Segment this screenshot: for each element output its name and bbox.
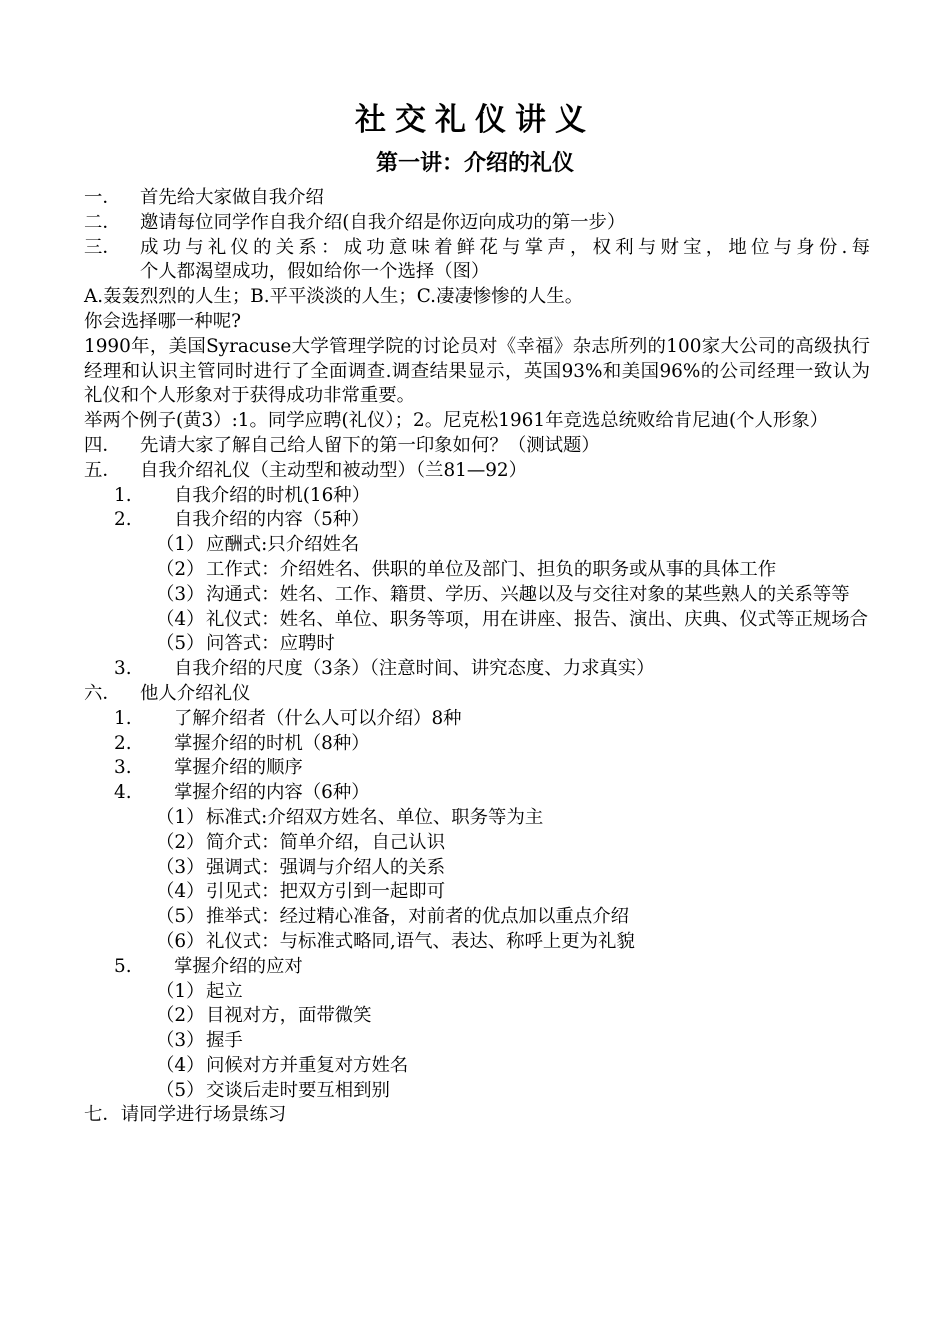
item-number: （1） xyxy=(156,806,205,828)
sub-list-item xyxy=(84,930,870,955)
section-text: 邀请每位同学作自我介绍(自我介绍是你迈向成功的第一步） xyxy=(140,211,626,233)
item-number: 1. xyxy=(114,484,132,506)
item-text: 引见式：把双方引到一起即可 xyxy=(206,881,446,903)
item-text: 问答式：应聘时 xyxy=(206,633,335,655)
item-number: （5） xyxy=(156,633,205,655)
item-text: 工作式：介绍姓名、供职的单位及部门、担负的职务或从事的具体工作 xyxy=(206,558,777,580)
item-text: 了解介绍者（什么人可以介绍）8种 xyxy=(174,707,462,729)
item-number: （3） xyxy=(156,856,205,878)
item-text: 掌握介绍的顺序 xyxy=(174,757,303,779)
section-number: 二． xyxy=(84,211,121,233)
item-number: （4） xyxy=(156,881,205,903)
sub-list-item xyxy=(84,533,870,558)
item-text: 简介式：简单介绍，自己认识 xyxy=(206,831,446,853)
sub-list-item xyxy=(84,1079,870,1104)
item-number: 1. xyxy=(114,707,132,729)
item-number: （4） xyxy=(156,608,205,630)
item-text: 掌握介绍的时机（8种） xyxy=(174,732,370,754)
list-item xyxy=(84,756,870,781)
item-number: （6） xyxy=(156,930,205,952)
section-text-line: 成功与礼仪的关系：成功意味着鲜花与掌声，权利与财宝，地位与身份.每 xyxy=(140,236,870,258)
item-text: 掌握介绍的应对 xyxy=(174,955,303,977)
section-3 xyxy=(84,236,870,286)
question-text: 你会选择哪一种呢? xyxy=(84,310,241,332)
list-item xyxy=(84,732,870,757)
item-text: 自我介绍的内容（5种） xyxy=(174,509,370,531)
choices-text: A.轰轰烈烈的人生；B.平平淡淡的人生；C.凄凄惨惨的人生。 xyxy=(84,286,584,308)
section-number: 四． xyxy=(84,434,121,456)
document-body xyxy=(84,186,870,1128)
item-text: 礼仪式：姓名、单位、职务等项，用在讲座、报告、演出、庆典、仪式等正规场合 xyxy=(206,608,869,630)
item-text: 沟通式：姓名、工作、籍贯、学历、兴趣以及与交往对象的某些熟人的关系等等 xyxy=(206,583,850,605)
sub-list-item xyxy=(84,831,870,856)
list-item xyxy=(84,955,870,980)
item-text: 起立 xyxy=(206,980,243,1002)
list-item xyxy=(84,657,870,682)
item-number: 2. xyxy=(114,732,132,754)
section-text-line: 个人都渴望成功，假如给你一个选择（图） xyxy=(140,261,490,283)
item-number: 5. xyxy=(114,955,132,977)
section-6 xyxy=(84,682,870,707)
sub-list-item xyxy=(84,558,870,583)
section-text: 他人介绍礼仪 xyxy=(140,682,251,704)
sub-list-item xyxy=(84,1029,870,1054)
sub-list-item xyxy=(84,583,870,608)
sub-list-item xyxy=(84,1054,870,1079)
examples-paragraph: 举两个例子(黄3）:1。同学应聘(礼仪）；2。尼克松1961年竞选总统败给肯尼迪(个人形象） xyxy=(84,410,829,432)
item-number: （2） xyxy=(156,1005,205,1027)
sub-list-item xyxy=(84,632,870,657)
item-text: 掌握介绍的内容（6种） xyxy=(174,782,370,804)
item-text: 自我介绍的尺度（3条）（注意时间、讲究态度、力求真实） xyxy=(174,658,655,680)
item-number: 3. xyxy=(114,658,132,680)
item-number: （2） xyxy=(156,558,205,580)
list-item xyxy=(84,484,870,509)
list-item xyxy=(84,707,870,732)
item-number: （5） xyxy=(156,906,205,928)
item-text: 推举式：经过精心准备，对前者的优点加以重点介绍 xyxy=(206,906,629,928)
survey-paragraph: 1990年，美国Syracuse大学管理学院的讨论员对《幸福》杂志所列的100家大公司的高级执行经理和认识主管同时进行了全面调查.调查结果显示，英国93%和美国96%的公司经理一致认为礼仪和个人形象对于获得成功非常重要。 xyxy=(84,335,870,407)
document-title: 社交礼仪讲义 xyxy=(355,102,595,138)
item-number: 3. xyxy=(114,757,132,779)
section-1 xyxy=(84,186,870,211)
sub-list-item xyxy=(84,880,870,905)
item-number: （5） xyxy=(156,1079,205,1101)
item-number: （1） xyxy=(156,980,205,1002)
item-text: 应酬式:只介绍姓名 xyxy=(206,534,360,556)
item-text: 问候对方并重复对方姓名 xyxy=(206,1054,409,1076)
item-text: 标准式:介绍双方姓名、单位、职务等为主 xyxy=(206,806,544,828)
item-text: 交谈后走时要互相到别 xyxy=(206,1079,390,1101)
item-text: 自我介绍的时机(16种） xyxy=(174,484,371,506)
section-5 xyxy=(84,459,870,484)
section-number: 三． xyxy=(84,236,121,258)
item-number: （4） xyxy=(156,1054,205,1076)
section-number: 五． xyxy=(84,459,121,481)
sub-list-item xyxy=(84,905,870,930)
section-7: 七．请同学进行场景练习 xyxy=(84,1104,287,1126)
section-text: 自我介绍礼仪（主动型和被动型）（兰81—92） xyxy=(140,459,528,481)
item-number: 4. xyxy=(114,782,132,804)
sub-list-item xyxy=(84,856,870,881)
item-text: 目视对方，面带微笑 xyxy=(206,1005,372,1027)
section-2 xyxy=(84,211,870,236)
list-item xyxy=(84,508,870,533)
item-number: （1） xyxy=(156,534,205,556)
list-item xyxy=(84,781,870,806)
sub-list-item xyxy=(84,980,870,1005)
sub-list-item xyxy=(84,1004,870,1029)
item-number: 2. xyxy=(114,509,132,531)
sub-list-item xyxy=(84,608,870,633)
lecture-title: 第一讲：介绍的礼仪 xyxy=(375,150,574,176)
section-number: 一． xyxy=(84,187,121,208)
section-number: 六． xyxy=(84,682,121,704)
item-number: （2） xyxy=(156,831,205,853)
item-number: （3） xyxy=(156,1030,205,1052)
item-text: 礼仪式：与标准式略同,语气、表达、称呼上更为礼貌 xyxy=(206,930,635,952)
item-number: （3） xyxy=(156,583,205,605)
section-text: 先请大家了解自己给人留下的第一印象如何？（测试题） xyxy=(140,434,600,456)
item-text: 握手 xyxy=(206,1030,243,1052)
item-text: 强调式：强调与介绍人的关系 xyxy=(206,856,446,878)
section-4 xyxy=(84,434,870,459)
section-text: 首先给大家做自我介绍 xyxy=(140,187,324,208)
sub-list-item xyxy=(84,806,870,831)
